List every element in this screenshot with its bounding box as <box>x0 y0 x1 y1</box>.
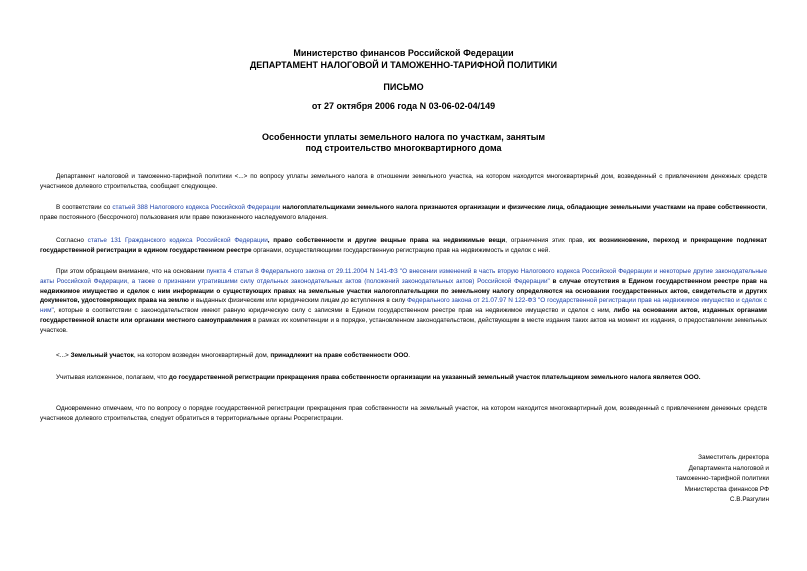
paragraph-text: . <box>408 352 411 359</box>
paragraph-text: , ограничения этих прав, <box>505 237 589 244</box>
paragraph-text: и выданных физическим или юридическим лицам до вступления в силу <box>188 297 408 305</box>
paragraph-text: Учитывая изложенное, полагаем, что <box>56 374 169 381</box>
document-title-line-2: под строительство многоквартирного дома <box>305 143 502 153</box>
paragraph-bold-text: в случае отсутствия в Едином государственном реестре прав на недвижимое имущество и сделок с ним информации о существующих правах на земельные участки налогоплательщики по земельному налогу определяются на основании государственных актов, свидетельств и других документов, удостоверяющих права на землю <box>40 277 767 305</box>
paragraph-bold-text: их возникновение, переход и прекращение подлежат государственной регистрации в едином государственном реестре <box>40 237 768 254</box>
paragraph-land-plot <box>40 351 767 361</box>
signature-line: Департамента налоговой и <box>688 464 769 472</box>
document-date-number: от 27 октября 2006 года N 03-06-02-04/149 <box>311 101 496 111</box>
paragraph-text: , на котором возведен многоквартирный дом, <box>133 352 271 359</box>
paragraph-tax-code <box>40 203 767 223</box>
paragraph-text: При этом обращаем внимание, что на основании <box>56 268 207 275</box>
paragraph-bold-text: либо на основании актов, изданных органами государственной власти или органами местного самоуправления <box>40 307 767 324</box>
paragraph-bold-text: принадлежит на праве собственности ООО <box>270 352 409 359</box>
signature-line: таможенно-тарифной политики <box>675 475 769 483</box>
paragraph-federal-law <box>40 267 767 336</box>
paragraph-text: Одновременно отмечаем, что по вопросу о порядке государственной регистрации прекращения прав собственности на земельный участок, на котором находится многоквартирный дом, возведенный с привлечением денежных средств участников долевого строительства, следует обратиться в территориальные органы Росрегистрации. <box>40 405 767 422</box>
paragraph-text: в рамках их компетенции и в порядке, установленном законодательством, действующим в месте издания таких актов на момент их издания, о предоставлении земельных участков. <box>40 316 767 334</box>
paragraph-bold-text: , право собственности и другие вещные права на недвижимые вещи <box>267 237 506 244</box>
paragraph-registration <box>40 404 767 424</box>
document-title-line-1: Особенности уплаты земельного налога по участкам, занятым <box>261 132 546 142</box>
paragraph-conclusion <box>40 373 767 383</box>
paragraph-intro <box>40 172 767 192</box>
link-civil-code-article-131[interactable]: статье 131 Гражданского кодекса Российской Федерации <box>87 237 268 244</box>
paragraph-text: Согласно <box>56 237 88 244</box>
signature-block <box>676 453 769 506</box>
paragraph-civil-code <box>40 236 767 256</box>
paragraph-text: органами, осуществляющими государственную регистрацию прав на недвижимость и сделок с ней. <box>251 246 551 254</box>
paragraph-text: , праве постоянного (бессрочного) пользования или праве пожизненного наследуемого владения. <box>40 204 767 221</box>
paragraph-text: <...> <box>56 352 71 359</box>
signature-line: Заместитель директора <box>698 454 769 461</box>
paragraph-bold-text: Земельный участок <box>70 352 134 359</box>
ministry-name: Министерство финансов Российской Федерации <box>293 48 514 58</box>
paragraph-text: Департамент налоговой и таможенно-тарифной политики <...> по вопросу уплаты земельного налога в отношении земельного участка, на котором находится многоквартирный дом, возведенный с привлечением денежных средств участников долевого строительства, сообщает следующее. <box>40 173 767 190</box>
link-tax-code-article-388[interactable]: статьей 388 Налогового кодекса Российской Федерации <box>112 204 281 211</box>
link-federal-law-122-fz[interactable]: Федерального закона от 21.07.97 N 122-ФЗ "О государственной регистрации прав на недвижимое имущество и сделок с ним" <box>40 297 768 315</box>
paragraph-bold-text: налогоплательщиками земельного налога признаются организации и физические лица, обладающие земельными участками на праве собственности <box>280 204 766 211</box>
paragraph-text: , которые в соответствии с законодательством имеют равную юридическую силу с записями в Едином государственном реестре прав на недвижимое имущество и сделок с ним, <box>53 307 614 315</box>
signature-name: С.В.Разгулин <box>729 496 769 504</box>
department-name: ДЕПАРТАМЕНТ НАЛОГОВОЙ И ТАМОЖЕННО-ТАРИФНОЙ ПОЛИТИКИ <box>249 60 558 70</box>
link-federal-law-141-fz[interactable]: пункта 4 статьи 8 Федерального закона от 29.11.2004 N 141-ФЗ "О внесении изменений в часть вторую Налогового кодекса Российской Федерации и некоторые другие законодательные акты Российской Федерации, а также о признании утратившими силу отдельных законодательных актов (положений законодательных актов) Российской Федерации" <box>40 268 767 285</box>
document-type: ПИСЬМО <box>383 82 424 92</box>
paragraph-bold-text: до государственной регистрации прекращения права собственности организации на указанный земельный участок плательщиком земельного налога является ООО. <box>168 374 701 381</box>
paragraph-text: В соответствии со <box>56 204 113 211</box>
signature-line: Министерства финансов РФ <box>684 485 769 493</box>
